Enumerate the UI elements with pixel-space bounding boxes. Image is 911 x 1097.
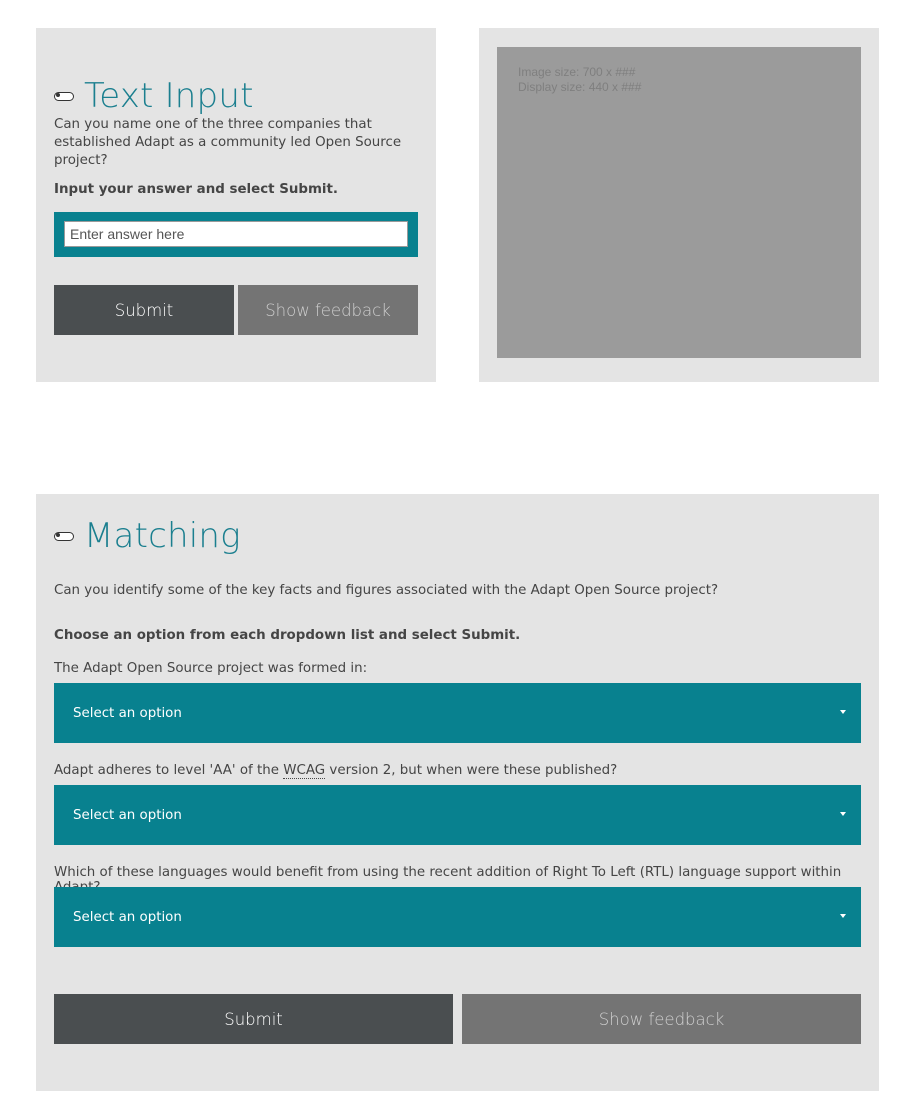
select-value: Select an option	[73, 807, 182, 823]
text-input-question: Can you name one of the three companies that established Adapt as a community led Open Source project?	[54, 117, 402, 168]
image-size-caption: Image size: 700 x ###	[518, 65, 636, 79]
matching-item-label: Which of these languages would benefit from using the recent addition of Right To Left (RTL) language support within	[54, 865, 842, 880]
dropdown-caret-icon	[840, 710, 846, 714]
answer-input[interactable]	[64, 221, 408, 247]
matching-question: Can you identify some of the key facts and figures associated with the Adapt Open Source project?	[54, 583, 719, 598]
display-size-caption: Display size: 440 x ###	[518, 80, 642, 94]
submit-button[interactable]: Submit	[54, 285, 234, 335]
matching-component	[36, 494, 879, 1091]
matching-item-label: The Adapt Open Source project was formed in:	[54, 661, 368, 676]
select-value: Select an option	[73, 705, 182, 721]
matching-select-1[interactable]	[54, 683, 861, 743]
dropdown-caret-icon	[840, 914, 846, 918]
matching-title: Matching	[84, 516, 241, 556]
label-text: Adapt adheres to level 'AA' of the	[54, 763, 284, 778]
graphic-component	[479, 28, 879, 382]
text-input-title: Text Input	[84, 76, 254, 116]
matching-item-label	[54, 763, 617, 778]
text-input-component	[36, 28, 436, 382]
dropdown-caret-icon	[840, 812, 846, 816]
completion-toggle-icon	[54, 532, 74, 541]
submit-button[interactable]: Submit	[54, 994, 453, 1044]
matching-select-2[interactable]	[54, 785, 861, 845]
text-input-title-row	[54, 76, 254, 116]
select-value: Select an option	[73, 909, 182, 925]
text-input-instruction: Input your answer and select Submit.	[54, 182, 339, 197]
show-feedback-button[interactable]: Show feedback	[462, 994, 861, 1044]
matching-instruction: Choose an option from each dropdown list and select Submit.	[54, 628, 521, 643]
answer-input-wrapper	[54, 212, 418, 257]
completion-toggle-icon	[54, 92, 74, 101]
label-text: version 2, but when were these published?	[325, 763, 618, 778]
wcag-abbreviation: WCAG	[283, 763, 326, 778]
image-placeholder	[497, 47, 861, 358]
matching-select-3[interactable]	[54, 887, 861, 947]
show-feedback-button[interactable]: Show feedback	[238, 285, 418, 335]
matching-title-row	[54, 514, 241, 558]
